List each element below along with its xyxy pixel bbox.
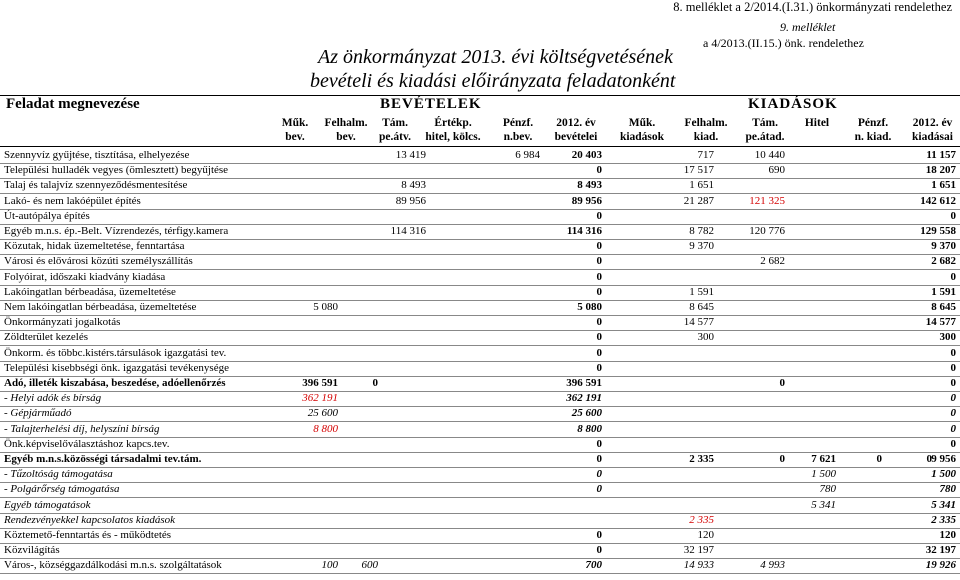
column-header-line2: kiad.	[693, 131, 719, 143]
cell-kiad: 2 335	[931, 513, 956, 526]
cell-muk: 2 335	[689, 453, 714, 465]
table-row	[0, 315, 960, 331]
table-row	[0, 406, 960, 422]
cell-kiad: 1 591	[931, 285, 956, 298]
row-label: - Talajterhelési díj, helyszíni bírság	[4, 422, 160, 435]
cell-mukb: 100	[321, 559, 338, 572]
cell-kiad: 142 612	[920, 194, 956, 207]
cell-bev: 8 493	[577, 179, 602, 192]
cell-muk: 120	[697, 529, 714, 541]
table-row	[0, 270, 960, 286]
cell-kiad: 300	[939, 331, 956, 344]
cell-kiad: 14 577	[925, 316, 956, 329]
column-header-line1: Tám.	[752, 117, 778, 129]
column-header-line1: Tám.	[382, 117, 408, 129]
cell-bev: 0	[596, 361, 602, 374]
table-row	[0, 178, 960, 194]
cell-bev: 396 591	[566, 377, 602, 389]
cell-kiad: 0	[950, 422, 956, 435]
row-label: - Gépjárműadó	[4, 407, 72, 420]
cell-bev: 0	[596, 240, 602, 253]
row-label: Települési hulladék vegyes (ömlesztett) begyűjtése	[4, 164, 229, 177]
task-column-header: Feladat megnevezése	[6, 96, 140, 112]
cell-bev: 89 956	[571, 194, 602, 207]
row-label: Egyéb m.n.s. ép.-Belt. Vízrendezés, térfigy.kamera	[4, 225, 229, 237]
cell-tam: 8 493	[401, 179, 426, 192]
row-label: Közutak, hidak üzemeltetése, fenntartása	[4, 240, 185, 253]
row-label: Szennyvíz gyűjtése, tisztítása, elhelyezése	[4, 149, 190, 161]
column-header	[320, 116, 372, 144]
column-header	[676, 116, 736, 144]
table-row	[0, 330, 960, 346]
cell-tamk: 780	[819, 483, 836, 496]
column-header-line1: 2012. év	[556, 117, 596, 129]
row-label: Város-, községgazdálkodási m.n.s. szolgáltatások	[4, 559, 222, 572]
cell-kiad: 0	[950, 270, 956, 283]
table-row	[0, 513, 960, 529]
cell-bev: 8 800	[577, 422, 602, 435]
table-row	[0, 528, 960, 544]
cell-kiad: 19 926	[925, 559, 956, 572]
cell-kiad: 120	[939, 529, 956, 541]
cell-penzk: 0	[926, 453, 932, 465]
column-header-line1: Pénzf.	[857, 117, 889, 129]
cell-kiad: 0	[950, 377, 956, 389]
cell-muk: 17 517	[683, 164, 714, 177]
annex-label: 9. melléklet	[780, 20, 836, 34]
table-row	[0, 163, 960, 179]
row-label: Nem lakóingatlan bérbeadása, üzemeltetése	[4, 301, 197, 313]
column-header-line1: Felhalm.	[324, 117, 368, 129]
row-label: - Tűzoltóság támogatása	[4, 468, 113, 481]
column-header-line2: kiadások	[619, 131, 665, 143]
cell-muk: 300	[697, 331, 714, 344]
column-header	[545, 116, 607, 144]
cell-felh: 690	[768, 164, 785, 177]
column-header	[372, 116, 418, 144]
cell-kiad: 0	[950, 209, 956, 222]
cell-bev: 0	[596, 544, 602, 557]
column-header-line2: hitel, kölcs.	[425, 131, 481, 143]
cell-tamk: 5 341	[811, 498, 836, 511]
column-header-line1: Hitel	[804, 117, 830, 129]
cell-muk: 2 335	[689, 513, 714, 526]
row-label: - Helyi adók és bírság	[4, 392, 102, 405]
row-label: Városi és elővárosi közúti személyszállítás	[4, 255, 193, 268]
cell-felh: 120 776	[749, 225, 785, 237]
column-header-line1: Felhalm.	[684, 117, 728, 129]
table-row	[0, 452, 960, 468]
table-row	[0, 346, 960, 362]
cell-kiad: 0	[950, 392, 956, 405]
cell-bev: 0	[596, 255, 602, 268]
divider	[0, 146, 960, 147]
cell-kiad: 9 370	[931, 240, 956, 253]
cell-kiad: 2 682	[931, 255, 956, 268]
column-header-line2: pe.átad.	[745, 131, 785, 143]
cell-felh: 4 993	[760, 559, 785, 572]
cell-bev: 362 191	[566, 392, 602, 405]
cell-muk: 14 933	[683, 559, 714, 572]
cell-bev: 0	[596, 529, 602, 541]
row-label: Lakó- és nem lakóépület építés	[4, 194, 141, 207]
table-row	[0, 376, 960, 392]
cell-mukb: 25 600	[307, 407, 338, 420]
cell-kiad: 0	[950, 361, 956, 374]
table-row	[0, 482, 960, 498]
table-row	[0, 391, 960, 407]
cell-muk: 717	[697, 149, 714, 161]
row-label: Egyéb m.n.s.közösségi társadalmi tev.tám.	[4, 453, 202, 465]
column-header-line2: kiadásai	[912, 131, 953, 143]
revenue-header: BEVÉTELEK	[380, 96, 482, 112]
row-label: Zöldterület kezelés	[4, 331, 88, 344]
cell-bev: 0	[596, 164, 602, 177]
row-label: Út-autópálya építés	[4, 209, 90, 222]
row-label: Települési kisebbségi önk. igazgatási tevékenysége	[4, 361, 229, 374]
cell-felh: 121 325	[749, 194, 785, 207]
cell-kiad: 780	[939, 483, 956, 496]
row-label: Közvilágítás	[4, 544, 60, 557]
table-row	[0, 543, 960, 559]
column-header	[792, 116, 842, 130]
row-label: Adó, illeték kiszabása, beszedése, adóellenőrzés	[4, 377, 226, 389]
cell-bev: 5 080	[577, 301, 602, 313]
cell-bev: 0	[596, 209, 602, 222]
cell-kiad: 9 956	[931, 453, 956, 465]
cell-bev: 114 316	[566, 225, 602, 237]
table-row	[0, 558, 960, 574]
cell-kiad: 32 197	[925, 544, 956, 557]
column-header-line2: bevételei	[554, 131, 598, 143]
row-label: Egyéb támogatások	[4, 498, 91, 511]
cell-bev: 0	[596, 468, 602, 481]
table-row	[0, 437, 960, 453]
column-header	[740, 116, 790, 144]
reference-line: 8. melléklet a 2/2014.(I.31.) önkormányzati rendelethez	[673, 0, 952, 14]
column-header	[848, 116, 898, 144]
expenditure-header: KIADÁSOK	[748, 96, 838, 112]
row-label: Folyóirat, időszaki kiadvány kiadása	[4, 270, 166, 283]
row-label: Önkormányzati jogalkotás	[4, 316, 121, 329]
cell-muk: 1 591	[689, 285, 714, 298]
cell-kiad: 18 207	[925, 164, 956, 177]
cell-bev: 0	[596, 316, 602, 329]
column-header-line2: pe.átv.	[379, 131, 411, 143]
column-header	[493, 116, 543, 144]
table-row	[0, 209, 960, 225]
cell-bev: 0	[596, 285, 602, 298]
cell-kiad: 0	[950, 346, 956, 359]
cell-felh: 0	[779, 453, 785, 465]
cell-felhb: 600	[361, 559, 378, 572]
table-row	[0, 300, 960, 316]
table-row	[0, 422, 960, 438]
cell-tam: 89 956	[395, 194, 426, 207]
column-header-line2: bev.	[336, 131, 356, 143]
column-header-line1: Értékp.	[434, 117, 472, 129]
document-title: Az önkormányzat 2013. évi költségvetésének	[318, 46, 673, 68]
row-label: Köztemető-fenntartás és - működtetés	[4, 529, 172, 541]
cell-penzf: 6 984	[515, 149, 540, 161]
cell-felh: 0	[779, 377, 785, 389]
row-label: Önk.képviselőválasztáshoz kapcs.tev.	[4, 437, 170, 450]
cell-tam: 114 316	[390, 225, 426, 237]
cell-kiad: 11 157	[926, 149, 956, 161]
cell-bev: 0	[596, 437, 602, 450]
cell-bev: 25 600	[571, 407, 602, 420]
table-row	[0, 148, 960, 164]
cell-kiad: 129 558	[920, 225, 956, 237]
column-header	[612, 116, 672, 144]
cell-mukb: 8 800	[313, 422, 338, 435]
column-header	[270, 116, 320, 144]
cell-bev: 0	[596, 346, 602, 359]
cell-bev: 0	[596, 483, 602, 496]
row-label: Önkorm. és többc.kistérs.társulások igazgatási tev.	[4, 346, 227, 359]
cell-felh: 10 440	[754, 149, 785, 161]
cell-bev: 0	[596, 270, 602, 283]
cell-kiad: 1 651	[931, 179, 956, 192]
column-header-line2: n. kiad.	[854, 131, 892, 143]
cell-tamk: 7 621	[811, 453, 836, 465]
cell-mukb: 362 191	[302, 392, 338, 405]
cell-felh: 2 682	[760, 255, 785, 268]
table-row	[0, 285, 960, 301]
document-subtitle: bevételi és kiadási előirányzata feladatonként	[310, 70, 676, 92]
regulation-ref: a 4/2013.(II.15.) önk. rendelethez	[703, 36, 864, 50]
cell-kiad: 1 500	[931, 468, 956, 481]
cell-muk: 14 577	[683, 316, 714, 329]
column-header-line2: bev.	[285, 131, 305, 143]
table-row	[0, 498, 960, 514]
cell-muk: 8 782	[689, 225, 714, 237]
row-label: - Polgárőrség támogatása	[4, 483, 120, 496]
cell-bev: 0	[596, 331, 602, 344]
column-header-line1: 2012. év	[912, 117, 953, 129]
table-row	[0, 224, 960, 240]
table-row	[0, 254, 960, 270]
column-header-line1: Műk.	[281, 117, 309, 129]
cell-bev: 20 403	[571, 149, 602, 161]
cell-mukb: 5 080	[313, 301, 338, 313]
cell-bev: 0	[596, 453, 602, 465]
table-row	[0, 467, 960, 483]
column-header-line1: Műk.	[628, 117, 656, 129]
cell-muk: 21 287	[683, 194, 714, 207]
cell-bev: 700	[585, 559, 602, 572]
cell-muk: 8 645	[689, 301, 714, 313]
cell-muk: 32 197	[683, 544, 714, 557]
row-label: Talaj és talajvíz szennyeződésmentesítése	[4, 179, 188, 192]
row-label: Lakóingatlan bérbeadása, üzemeltetése	[4, 285, 176, 298]
table-row	[0, 361, 960, 377]
cell-mukb: 396 591	[302, 377, 338, 389]
cell-muk: 9 370	[689, 240, 714, 253]
cell-kiad: 8 645	[931, 301, 956, 313]
cell-kiad: 5 341	[931, 498, 956, 511]
cell-tamk: 1 500	[811, 468, 836, 481]
column-header	[905, 116, 960, 144]
cell-tam: 13 419	[395, 149, 426, 161]
cell-felhb: 0	[372, 377, 378, 389]
row-label: Rendezvényekkel kapcsolatos kiadások	[4, 513, 176, 526]
column-header-line2: n.bev.	[503, 131, 533, 143]
cell-muk: 1 651	[689, 179, 714, 192]
column-header-line1: Pénzf.	[502, 117, 534, 129]
table-row	[0, 239, 960, 255]
column-header	[418, 116, 488, 144]
cell-kiad: 0	[950, 437, 956, 450]
table-row	[0, 194, 960, 210]
cell-kiad: 0	[950, 407, 956, 420]
cell-hitel: 0	[876, 453, 882, 465]
